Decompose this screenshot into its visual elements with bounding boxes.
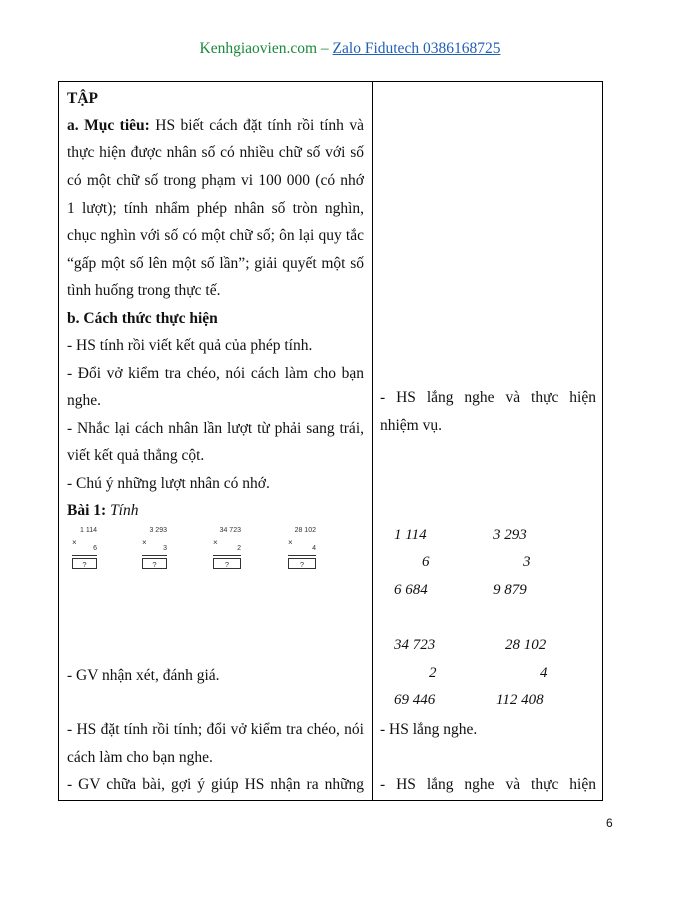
objective-line-2: thực hiện được nhân số có nhiều chữ số với số (67, 144, 364, 161)
multiply-sign: × (142, 538, 147, 547)
method-heading: b. Cách thức thực hiện (67, 310, 218, 327)
answer-1-result: 6 684 (394, 582, 428, 598)
step-1: - HS tính rồi viết kết quả của phép tính. (67, 337, 313, 354)
exercise-factor-a: 3 293 (149, 527, 167, 534)
answer-3-result: 69 446 (394, 692, 436, 708)
bai1-label: Bài 1: (67, 502, 107, 519)
objective-line-5: chục nghìn với số có một chữ số; ôn lại quy tắc (67, 227, 364, 244)
exercise-rule (142, 555, 167, 556)
header-separator: – (317, 40, 333, 57)
answer-3-factor-a: 34 723 (394, 637, 436, 653)
step-3: - Nhắc lại cách nhân lần lượt từ phải sang trái, (67, 420, 364, 437)
exercise-factor-b: 6 (93, 545, 97, 552)
multiply-sign: × (288, 538, 293, 547)
answer-1-factor-b: 6 (422, 554, 430, 570)
answer-2-factor-b: 3 (523, 554, 531, 570)
multiply-sign: × (72, 538, 77, 547)
header-site: Kenhgiaovien.com (199, 40, 318, 57)
answer-box: ? (288, 558, 316, 569)
answer-box: ? (72, 558, 97, 569)
bai1-title (67, 501, 364, 521)
exercise-rule (72, 555, 97, 556)
exercise-factor-b: 4 (312, 545, 316, 552)
exercise-factor-b: 2 (237, 545, 241, 552)
page-header (0, 40, 700, 58)
objective-line-6: “gấp một số lên một số lần”; giải quyết một số (67, 255, 364, 272)
bai2-line-2: cách làm cho bạn nghe. (67, 749, 213, 766)
objective-line-4: 1 lượt); tính nhẩm phép nhân số tròn nghìn, (67, 200, 364, 217)
exercise-factor-a: 28 102 (294, 527, 316, 534)
bai2-line-1: - HS đặt tính rồi tính; đổi vở kiểm tra chéo, nói (67, 721, 364, 738)
step-2: - Đổi vở kiểm tra chéo, nói cách làm cho bạn (67, 365, 364, 382)
exercise-4 (288, 527, 316, 571)
step-3-cont: viết kết quả thẳng cột. (67, 447, 205, 464)
listen-line-3: - HS lắng nghe. (380, 721, 478, 738)
objective-text: HS biết cách đặt tính rồi tính và (155, 117, 364, 134)
answer-4-result: 112 408 (496, 692, 544, 708)
bai1-task: Tính (110, 502, 139, 519)
exercise-3 (213, 527, 241, 571)
lesson-table (58, 81, 603, 801)
objective-label: a. Mục tiêu: (67, 117, 150, 134)
bai2-line-3: - GV chữa bài, gợi ý giúp HS nhận ra những (67, 776, 364, 793)
exercise-rule (213, 555, 241, 556)
header-zalo-link[interactable]: Zalo Fidutech 0386168725 (332, 40, 501, 57)
section-heading: TẬP (67, 90, 98, 107)
answer-4-factor-a: 28 102 (505, 637, 547, 653)
multiply-sign: × (213, 538, 218, 547)
exercise-factor-a: 34 723 (219, 527, 241, 534)
exercise-factor-a: 1 114 (80, 527, 97, 534)
answer-1-factor-a: 1 114 (394, 527, 427, 543)
exercise-1 (72, 527, 97, 571)
answer-2-result: 9 879 (493, 582, 527, 598)
objective-line-3: có một chữ số trong phạm vi 100 000 (có nhớ (67, 172, 364, 189)
listen-line-4: - HS lắng nghe và thực hiện (380, 776, 596, 793)
answer-box: ? (213, 558, 241, 569)
objective-line-1 (67, 116, 364, 136)
column-divider (372, 82, 373, 800)
page-number: 6 (606, 816, 613, 830)
step-4: - Chú ý những lượt nhân có nhớ. (67, 475, 270, 492)
gv-review: - GV nhận xét, đánh giá. (67, 667, 220, 684)
answer-box: ? (142, 558, 167, 569)
objective-line-7: tình huống trong thực tế. (67, 282, 221, 299)
listen-line-2: nhiệm vụ. (380, 417, 442, 434)
answer-3-factor-b: 2 (429, 665, 437, 681)
exercise-factor-b: 3 (163, 545, 167, 552)
answer-4-factor-b: 4 (540, 665, 548, 681)
listen-line-1: - HS lắng nghe và thực hiện (380, 389, 596, 406)
answer-2-factor-a: 3 293 (493, 527, 527, 543)
exercise-rule (288, 555, 316, 556)
exercise-2 (142, 527, 167, 571)
step-2-cont: nghe. (67, 392, 102, 409)
